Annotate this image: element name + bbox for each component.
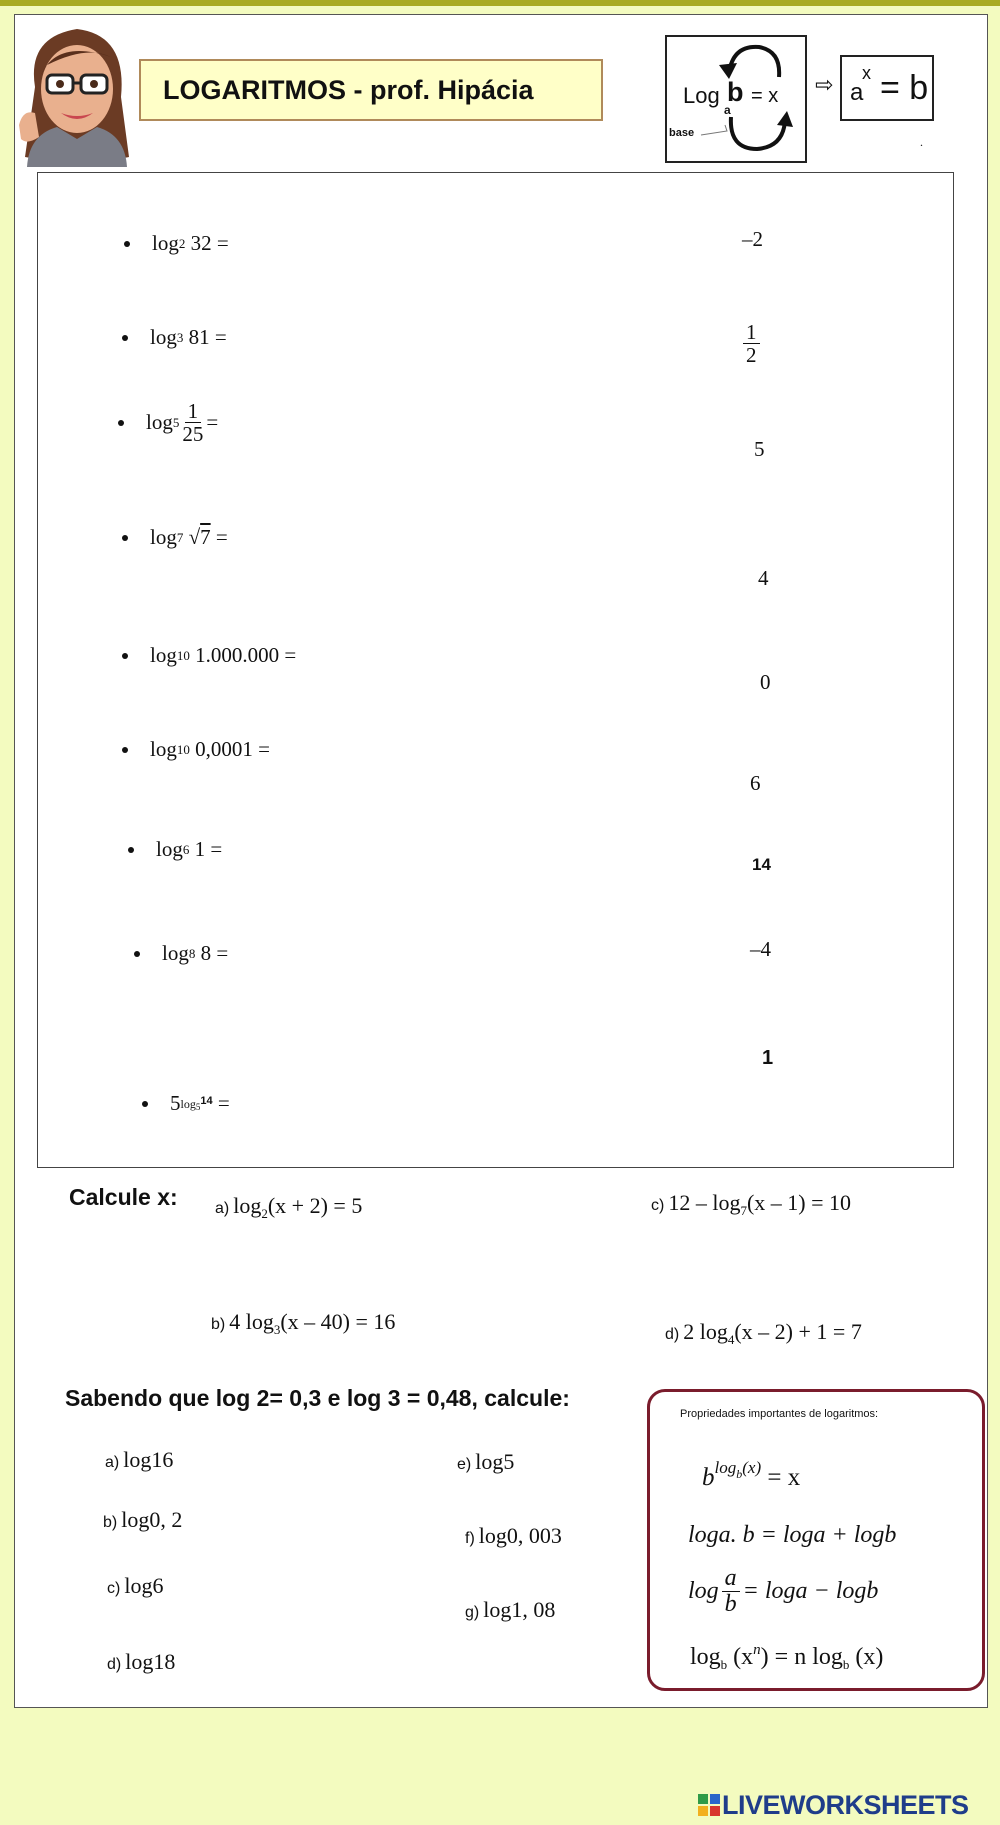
fraction: $\frac{1}{25}$ [182,399,204,447]
bullet-icon [122,653,128,659]
properties-title: Propriedades importantes de logaritmos: [680,1408,879,1420]
properties-box [647,1389,985,1691]
answer-option[interactable]: 1 [762,1047,774,1069]
sabendo-item: g) log1, 08 [465,1597,556,1622]
exercise-row: log 6 1 = [128,837,222,862]
sabendo-item: b) log0, 2 [103,1507,183,1532]
liveworksheets-icon [698,1794,720,1816]
bullet-icon [118,420,124,426]
equation-c: c) $12 - \log_7(x - 1) = 10$ [651,1190,852,1218]
answer-option[interactable]: 0 [760,670,771,694]
property-3: log $\frac{a}{b}$ = loga − logb [688,1565,879,1618]
exercise-row: log 10 0,0001 = [122,737,270,762]
answer-option[interactable]: 6 [750,771,761,795]
stray-dot: . [920,135,923,149]
exercise-row: log 7 √ 7 = [122,525,228,550]
exercise-row: log 3 81 = [122,325,227,350]
log-word: Log [683,83,720,108]
power-base-a: a [850,79,864,106]
property-1: $b^{log_b(x)} = x$ [702,1458,801,1491]
teacher-avatar [17,17,137,167]
exercise-row: log 10 1.000.000 = [122,643,296,668]
arrow-right-icon: ⇨ [815,73,834,98]
equation-d: d) 2 $\log_4(x - 2) + 1 = 7$ [665,1319,862,1347]
sabendo-item: c) log6 [107,1573,164,1598]
sabendo-item: f) log0, 003 [465,1523,562,1548]
bullet-icon [134,951,140,957]
log-base-a: a [724,103,731,117]
property-2: loga. b = loga + logb [688,1522,897,1548]
log-argument-b: b [727,77,744,107]
bullet-icon [122,335,128,341]
exercise-box [37,172,954,1168]
log-equals-x: = x [751,85,779,107]
calcule-heading: Calcule x: [69,1184,178,1210]
worksheet-page [14,14,988,1708]
equation-b: b) 4 $\log_3(x - 40) = 16$ [211,1309,396,1337]
answer-option[interactable]: 14 [752,855,771,874]
log-definition-box [665,35,807,163]
answer-option[interactable]: 5 [754,437,765,461]
top-bar [0,0,1000,6]
base-label: base [669,127,695,139]
property-4: $\log_b (x^n) = n$ $\log_b (x)$ [690,1642,884,1672]
title-box [139,59,603,121]
answer-option[interactable]: $\frac{1}{2}$ [743,321,760,366]
exercise-row: log 5 $\frac{1}{25}$ = [118,400,218,445]
sabendo-item: a) log16 [105,1447,174,1472]
answer-option[interactable]: –2 [742,227,763,251]
power-equals-b: = b [880,69,929,107]
sabendo-item: d) log18 [107,1649,176,1674]
answer-option[interactable]: –4 [750,937,771,961]
equation-a: a) $\log_2(x + 2) = 5$ [215,1193,363,1221]
page-title: LOGARITMOS - prof. Hipácia [163,74,534,105]
bullet-icon [142,1101,148,1107]
liveworksheets-logo: LIVEWORKSHEETS [698,1790,969,1821]
power-exponent-x: x [862,63,871,83]
power-box [840,55,934,121]
bullet-icon [128,847,134,853]
answer-option[interactable]: 4 [758,566,769,590]
bullet-icon [122,535,128,541]
sabendo-item: e) log5 [457,1449,515,1474]
bullet-icon [122,747,128,753]
exercise-row: log 8 8 = [134,941,228,966]
bullet-icon [124,241,130,247]
sabendo-heading: Sabendo que log 2= 0,3 e log 3 = 0,48, calcule: [65,1385,570,1411]
sqrt-icon: √ [188,525,201,549]
exercise-row: log 2 32 = [124,231,229,256]
exercise-row: 5 $\log_514$ = [142,1091,230,1116]
